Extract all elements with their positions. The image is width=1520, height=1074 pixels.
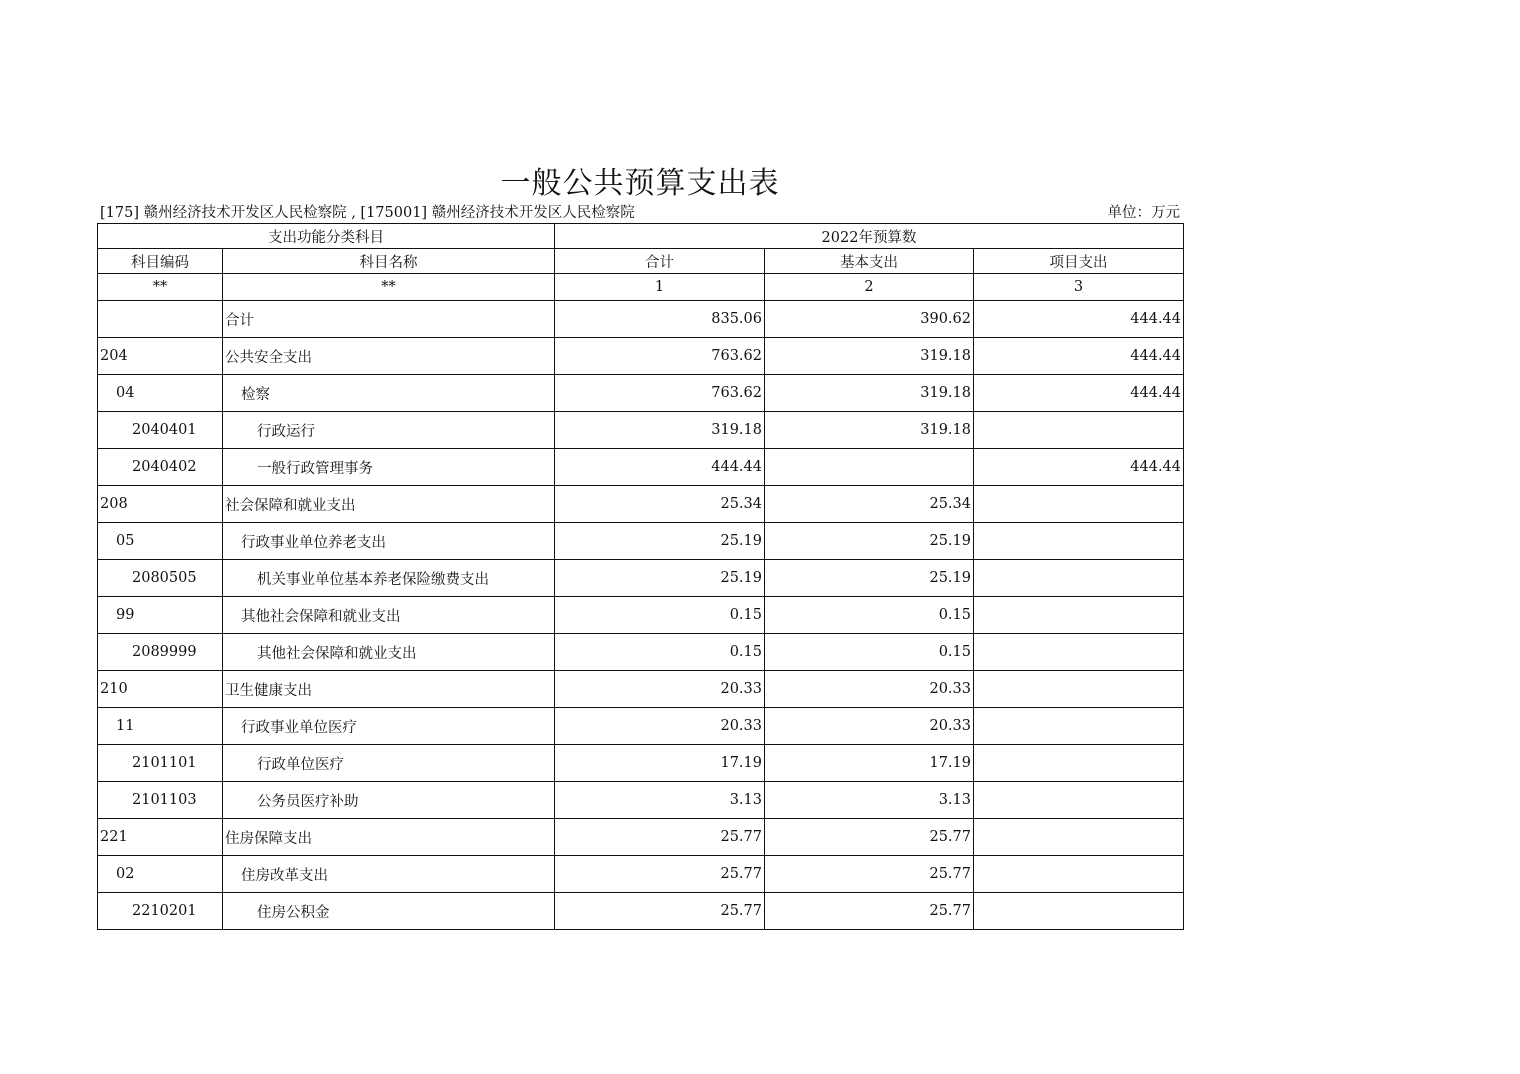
- cell-project: 444.44: [974, 375, 1184, 412]
- cell-total: 3.13: [555, 782, 765, 819]
- cell-total: 25.19: [555, 560, 765, 597]
- table-row: [98, 449, 1184, 486]
- cell-code: 2210201: [98, 893, 223, 930]
- table-row: [98, 708, 1184, 745]
- cell-code: 04: [98, 375, 223, 412]
- col-header-project: 项目支出: [974, 249, 1184, 274]
- cell-code: 05: [98, 523, 223, 560]
- organization-line: [175] 赣州经济技术开发区人民检察院 , [175001] 赣州经济技术开发区人民检察院: [100, 205, 635, 221]
- table-row: [98, 560, 1184, 597]
- table-row: [98, 671, 1184, 708]
- table-row: [98, 893, 1184, 930]
- col-header-code: 科目编码: [98, 249, 223, 274]
- cell-basic: [765, 449, 974, 486]
- cell-project: [974, 745, 1184, 782]
- cell-project: [974, 782, 1184, 819]
- cell-code: 2040401: [98, 412, 223, 449]
- cell-basic: 319.18: [765, 412, 974, 449]
- cell-project: [974, 412, 1184, 449]
- table-row: [98, 338, 1184, 375]
- cell-total: 0.15: [555, 634, 765, 671]
- cell-project: [974, 597, 1184, 634]
- cell-total: 0.15: [555, 597, 765, 634]
- cell-code: 2101101: [98, 745, 223, 782]
- cell-total: 763.62: [555, 375, 765, 412]
- index-name: **: [223, 274, 555, 301]
- cell-code: 2101103: [98, 782, 223, 819]
- cell-total: 444.44: [555, 449, 765, 486]
- cell-total: 25.77: [555, 856, 765, 893]
- cell-project: [974, 819, 1184, 856]
- header-group-row: [98, 224, 1184, 249]
- cell-name: 行政事业单位医疗: [223, 708, 555, 745]
- cell-project: [974, 671, 1184, 708]
- index-code: **: [98, 274, 223, 301]
- cell-name: 机关事业单位基本养老保险缴费支出: [223, 560, 555, 597]
- cell-total: 25.77: [555, 893, 765, 930]
- table-row: [98, 782, 1184, 819]
- cell-project: [974, 708, 1184, 745]
- header-group-left: 支出功能分类科目: [98, 224, 555, 249]
- cell-code: 208: [98, 486, 223, 523]
- cell-code: 221: [98, 819, 223, 856]
- table-row: [98, 486, 1184, 523]
- cell-project: [974, 523, 1184, 560]
- cell-name: 行政运行: [223, 412, 555, 449]
- table-row: [98, 819, 1184, 856]
- unit-label: 单位：万元: [1107, 205, 1180, 221]
- cell-basic: 319.18: [765, 375, 974, 412]
- cell-basic: 390.62: [765, 301, 974, 338]
- cell-name: 住房公积金: [223, 893, 555, 930]
- cell-total: 835.06: [555, 301, 765, 338]
- index-basic: 2: [765, 274, 974, 301]
- cell-basic: 25.77: [765, 893, 974, 930]
- col-header-total: 合计: [555, 249, 765, 274]
- table-row: [98, 745, 1184, 782]
- cell-basic: 25.19: [765, 560, 974, 597]
- cell-total: 20.33: [555, 708, 765, 745]
- col-header-name: 科目名称: [223, 249, 555, 274]
- page-title: 一般公共预算支出表: [500, 166, 780, 201]
- cell-basic: 20.33: [765, 708, 974, 745]
- cell-project: [974, 893, 1184, 930]
- cell-basic: 319.18: [765, 338, 974, 375]
- cell-code: [98, 301, 223, 338]
- cell-code: 210: [98, 671, 223, 708]
- table-row: [98, 523, 1184, 560]
- table-row: [98, 856, 1184, 893]
- cell-name: 其他社会保障和就业支出: [223, 597, 555, 634]
- cell-name: 检察: [223, 375, 555, 412]
- cell-name: 行政单位医疗: [223, 745, 555, 782]
- cell-project: [974, 856, 1184, 893]
- cell-project: [974, 634, 1184, 671]
- col-header-basic: 基本支出: [765, 249, 974, 274]
- cell-project: 444.44: [974, 301, 1184, 338]
- table-row: [98, 634, 1184, 671]
- cell-basic: 20.33: [765, 671, 974, 708]
- cell-basic: 0.15: [765, 597, 974, 634]
- index-project: 3: [974, 274, 1184, 301]
- cell-basic: 17.19: [765, 745, 974, 782]
- table-row: [98, 301, 1184, 338]
- header-index-row: [98, 274, 1184, 301]
- cell-basic: 0.15: [765, 634, 974, 671]
- index-total: 1: [555, 274, 765, 301]
- cell-code: 204: [98, 338, 223, 375]
- cell-project: [974, 560, 1184, 597]
- cell-code: 2089999: [98, 634, 223, 671]
- cell-code: 11: [98, 708, 223, 745]
- table-body: [98, 224, 1184, 930]
- cell-basic: 25.34: [765, 486, 974, 523]
- cell-basic: 25.19: [765, 523, 974, 560]
- cell-code: 2040402: [98, 449, 223, 486]
- cell-total: 17.19: [555, 745, 765, 782]
- cell-code: 99: [98, 597, 223, 634]
- cell-total: 25.34: [555, 486, 765, 523]
- cell-total: 319.18: [555, 412, 765, 449]
- cell-basic: 3.13: [765, 782, 974, 819]
- header-group-right: 2022年预算数: [555, 224, 1184, 249]
- cell-name: 公务员医疗补助: [223, 782, 555, 819]
- cell-name: 住房改革支出: [223, 856, 555, 893]
- cell-code: 02: [98, 856, 223, 893]
- table-row: [98, 412, 1184, 449]
- cell-name: 卫生健康支出: [223, 671, 555, 708]
- table-row: [98, 597, 1184, 634]
- cell-project: 444.44: [974, 449, 1184, 486]
- cell-total: 25.19: [555, 523, 765, 560]
- cell-name: 住房保障支出: [223, 819, 555, 856]
- cell-total: 25.77: [555, 819, 765, 856]
- cell-code: 2080505: [98, 560, 223, 597]
- cell-basic: 25.77: [765, 819, 974, 856]
- cell-project: [974, 486, 1184, 523]
- cell-project: 444.44: [974, 338, 1184, 375]
- cell-name: 合计: [223, 301, 555, 338]
- cell-total: 763.62: [555, 338, 765, 375]
- header-column-row: [98, 249, 1184, 274]
- cell-name: 行政事业单位养老支出: [223, 523, 555, 560]
- cell-name: 其他社会保障和就业支出: [223, 634, 555, 671]
- cell-name: 公共安全支出: [223, 338, 555, 375]
- table-row: [98, 375, 1184, 412]
- budget-table: [97, 223, 1184, 930]
- cell-name: 一般行政管理事务: [223, 449, 555, 486]
- cell-basic: 25.77: [765, 856, 974, 893]
- cell-name: 社会保障和就业支出: [223, 486, 555, 523]
- cell-total: 20.33: [555, 671, 765, 708]
